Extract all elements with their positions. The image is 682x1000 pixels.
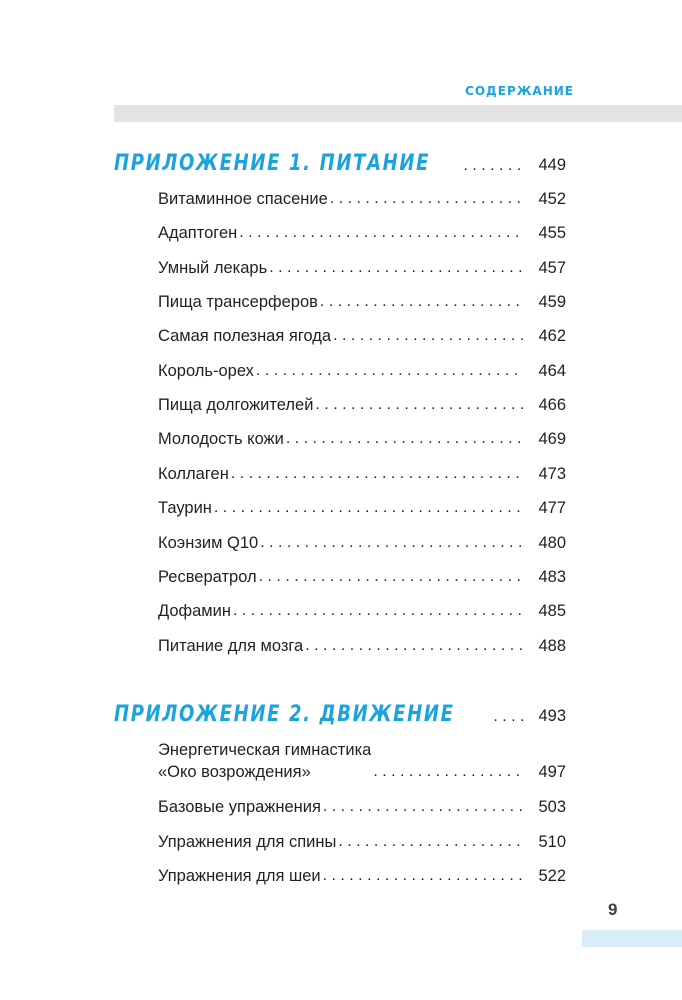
dot-leader: [239, 222, 524, 244]
dot-leader: [269, 257, 524, 279]
page-number: 473: [538, 465, 566, 483]
toc-entry[interactable]: [158, 532, 566, 554]
footer-band: [582, 930, 682, 947]
page-number: 455: [538, 224, 566, 242]
toc-entry[interactable]: [158, 600, 566, 622]
entry-title: Дофамин: [158, 602, 231, 620]
entry-title: Адаптоген: [158, 224, 238, 242]
entry-title: Коэнзим Q10: [158, 534, 259, 552]
entry-title: Питание для мозга: [158, 637, 304, 655]
toc-entry[interactable]: [158, 257, 566, 279]
page-number: 483: [538, 568, 566, 586]
page-number: 459: [538, 293, 566, 311]
page-number: 497: [538, 763, 566, 781]
toc-entry[interactable]: [158, 739, 566, 783]
toc-chapter-1[interactable]: [114, 150, 566, 178]
dot-leader: [214, 497, 524, 519]
chapter-title: ПРИЛОЖЕНИЕ 2. ДВИЖЕНИЕ: [114, 702, 455, 727]
dot-leader: [231, 463, 524, 485]
dot-leader: [315, 394, 524, 416]
dot-leader: [286, 428, 524, 450]
entry-title: Витаминное спасение: [158, 190, 328, 208]
entry-title: Молодость кожи: [158, 430, 284, 448]
page-number: 449: [538, 156, 566, 174]
dot-leader: [260, 532, 524, 554]
entry-title: Таурин: [158, 499, 212, 517]
dot-leader: [256, 360, 524, 382]
entry-title: Умный лекарь: [158, 259, 268, 277]
page-number: 493: [538, 707, 566, 725]
entry-title: Базовые упражнения: [158, 798, 321, 816]
page-number: 485: [538, 602, 566, 620]
page-number: 457: [538, 259, 566, 277]
toc-entry[interactable]: [158, 291, 566, 313]
dot-leader: [338, 831, 524, 853]
page-number: 477: [538, 499, 566, 517]
page-number: 469: [538, 430, 566, 448]
dot-leader: [463, 154, 524, 178]
toc-entry[interactable]: [158, 394, 566, 416]
toc-entry[interactable]: [158, 796, 566, 818]
toc-entry[interactable]: [158, 188, 566, 210]
page-number: 522: [538, 867, 566, 885]
page-number: 462: [538, 327, 566, 345]
toc-entry[interactable]: [158, 360, 566, 382]
toc-chapter-2[interactable]: [114, 701, 566, 729]
dot-leader: [323, 796, 524, 818]
entry-title: Король-орех: [158, 362, 254, 380]
toc-entry[interactable]: [158, 222, 566, 244]
toc-entry[interactable]: [158, 463, 566, 485]
dot-leader: [259, 566, 524, 588]
entry-title-line-1: Энергетическая гимнастика: [158, 741, 372, 759]
dot-leader: [373, 761, 524, 783]
entry-title: Пища долгожителей: [158, 396, 314, 414]
entry-title: Пища трансерферов: [158, 293, 318, 311]
dot-leader: [323, 865, 524, 887]
toc-entry[interactable]: [158, 325, 566, 347]
entry-title: Самая полезная ягода: [158, 327, 332, 345]
entry-title: Упражнения для спины: [158, 833, 337, 851]
entry-title: Упражнения для шеи: [158, 867, 321, 885]
page-folio-number: 9: [608, 900, 618, 919]
entry-title: Коллаген: [158, 465, 229, 483]
page-number: 488: [538, 637, 566, 655]
toc-entry[interactable]: [158, 865, 566, 887]
dot-leader: [320, 291, 524, 313]
dot-leader: [305, 635, 524, 657]
page-number: 452: [538, 190, 566, 208]
toc-entry[interactable]: [158, 831, 566, 853]
toc-entry[interactable]: [158, 428, 566, 450]
entry-title-line-2: «Око возрождения»: [158, 763, 311, 781]
entry-title: Ресвератрол: [158, 568, 257, 586]
toc-entry[interactable]: [158, 497, 566, 519]
dot-leader: [333, 325, 524, 347]
chapter-title: ПРИЛОЖЕНИЕ 1. ПИТАНИЕ: [114, 151, 431, 176]
running-header-title: СОДЕРЖАНИЕ: [465, 84, 574, 98]
dot-leader: [330, 188, 524, 210]
toc-entry[interactable]: [158, 566, 566, 588]
page-number: 480: [538, 534, 566, 552]
dot-leader: [233, 600, 524, 622]
toc-entry[interactable]: [158, 635, 566, 657]
page-number: 503: [538, 798, 566, 816]
page-number: 510: [538, 833, 566, 851]
dot-leader: [493, 705, 524, 729]
page-number: 466: [538, 396, 566, 414]
page-number: 464: [538, 362, 566, 380]
